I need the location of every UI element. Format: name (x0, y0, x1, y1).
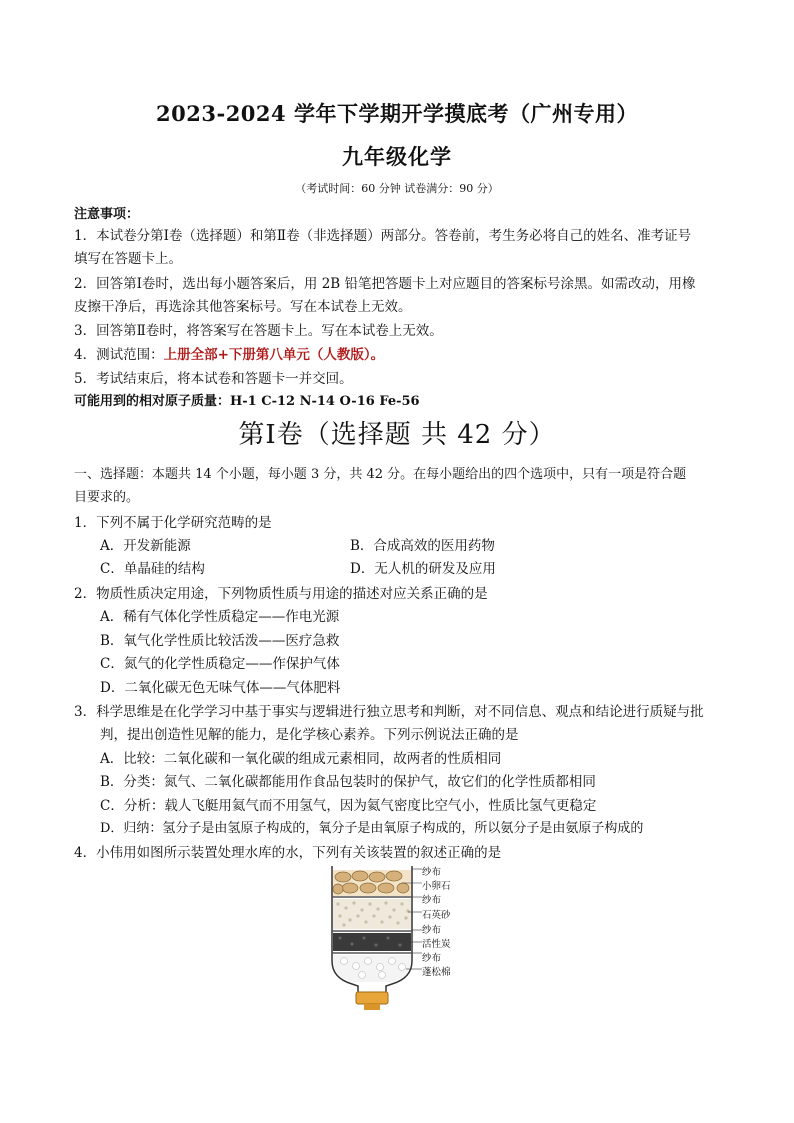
filter-label-gauze-3: 纱布 (422, 925, 442, 936)
question-3-option-b: B．分类：氮气、二氧化碳都能用作食品包装时的保护气，故它们的化学性质都相同 (100, 774, 596, 790)
note-item-2a: 2．回答第Ⅰ卷时，选出每小题答案后，用 2B 铅笔把答题卡上对应题目的答案标号涂黑。如需改动，用橡 (74, 276, 696, 292)
question-1-option-c: C．单晶硅的结构 (100, 561, 205, 577)
test-range: 上册全部+下册第八单元（人教版）。 (163, 347, 385, 363)
question-2-option-b: B．氧气化学性质比较活泼——医疗急救 (100, 633, 340, 649)
question-1-option-d: D．无人机的研发及应用 (350, 561, 496, 577)
question-3-stem-a: 3．科学思维是在化学学习中基于事实与逻辑进行独立思考和判断，对不同信息、观点和结论进行质疑与批 (74, 704, 704, 720)
section-instruction-b: 目要求的。 (74, 490, 140, 505)
question-3-option-a: A．比较：二氧化碳和一氧化碳的组成元素相同，故两者的性质相同 (100, 751, 502, 767)
question-2-stem: 2．物质性质决定用途，下列物质性质与用途的描述对应关系正确的是 (74, 586, 488, 602)
filter-label-gauze-2: 纱布 (422, 895, 442, 906)
note-item-4-prefix: 4．测试范围： (74, 347, 164, 363)
note-item-5: 5．考试结束后，将本试卷和答题卡一并交回。 (74, 371, 353, 387)
question-1-option-a: A．开发新能源 (100, 538, 191, 554)
question-2-option-a: A．稀有气体化学性质稳定——作电光源 (100, 609, 340, 625)
carbon-layer (333, 933, 411, 951)
filter-label-pebbles: 小卵石 (422, 881, 451, 892)
filter-label-carbon: 活性炭 (422, 939, 451, 950)
note-item-1b: 填写在答题卡上。 (74, 251, 182, 267)
note-item-3: 3．回答第Ⅱ卷时，将答案写在答题卡上。写在本试卷上无效。 (74, 323, 443, 339)
section-title: 第Ⅰ卷（选择题 共 42 分） (238, 420, 556, 450)
filter-label-gauze-1: 纱布 (422, 867, 442, 878)
atomic-mass-line: 可能用到的相对原子质量：H-1 C-12 N-14 O-16 Fe-56 (74, 394, 420, 409)
exam-title: 2023-2024 学年下学期开学摸底考（广州专用） (156, 101, 638, 126)
exam-info: （考试时间：60 分钟 试卷满分：90 分） (295, 182, 499, 195)
question-1-option-b: B．合成高效的医用药物 (350, 538, 495, 554)
notes-heading: 注意事项： (74, 207, 140, 222)
subject-title: 九年级化学 (342, 144, 452, 169)
question-4-stem: 4．小伟用如图所示装置处理水库的水，下列有关该装置的叙述正确的是 (74, 845, 502, 861)
filter-label-gauze-4: 纱布 (422, 953, 442, 964)
question-2-option-c: C．氮气的化学性质稳定——作保护气体 (100, 656, 340, 672)
cap-nozzle (364, 1004, 380, 1010)
water-filter-diagram (322, 866, 422, 1016)
question-1-stem: 1．下列不属于化学研究范畴的是 (74, 515, 272, 531)
question-3-stem-b: 判，提出创造性见解的能力，是化学核心素养。下列示例说法正确的是 (100, 727, 519, 743)
bottle-cap (356, 992, 388, 1004)
section-instruction-a: 一、选择题：本题共 14 个小题，每小题 3 分，共 42 分。在每小题给出的四个选项中，只有一项是符合题 (74, 467, 687, 482)
question-2-option-d: D．二氧化碳无色无味气体——气体肥料 (100, 680, 341, 696)
question-3-option-d: D．归纳：氢分子是由氢原子构成的，氧分子是由氧原子构成的，所以氨分子是由氨原子构成的 (100, 821, 644, 836)
question-3-option-c: C．分析：载人飞艇用氦气而不用氢气，因为氦气密度比空气小，性质比氢气更稳定 (100, 798, 597, 814)
note-item-4 (74, 343, 384, 363)
filter-label-cotton: 蓬松棉 (422, 967, 451, 978)
filter-label-sand: 石英砂 (422, 910, 451, 921)
note-item-1a: 1．本试卷分第Ⅰ卷（选择题）和第Ⅱ卷（非选择题）两部分。答卷前，考生务必将自己的姓名、准考证号 (74, 228, 692, 244)
note-item-2b: 皮擦干净后，再选涂其他答案标号。写在本试卷上无效。 (74, 299, 412, 315)
